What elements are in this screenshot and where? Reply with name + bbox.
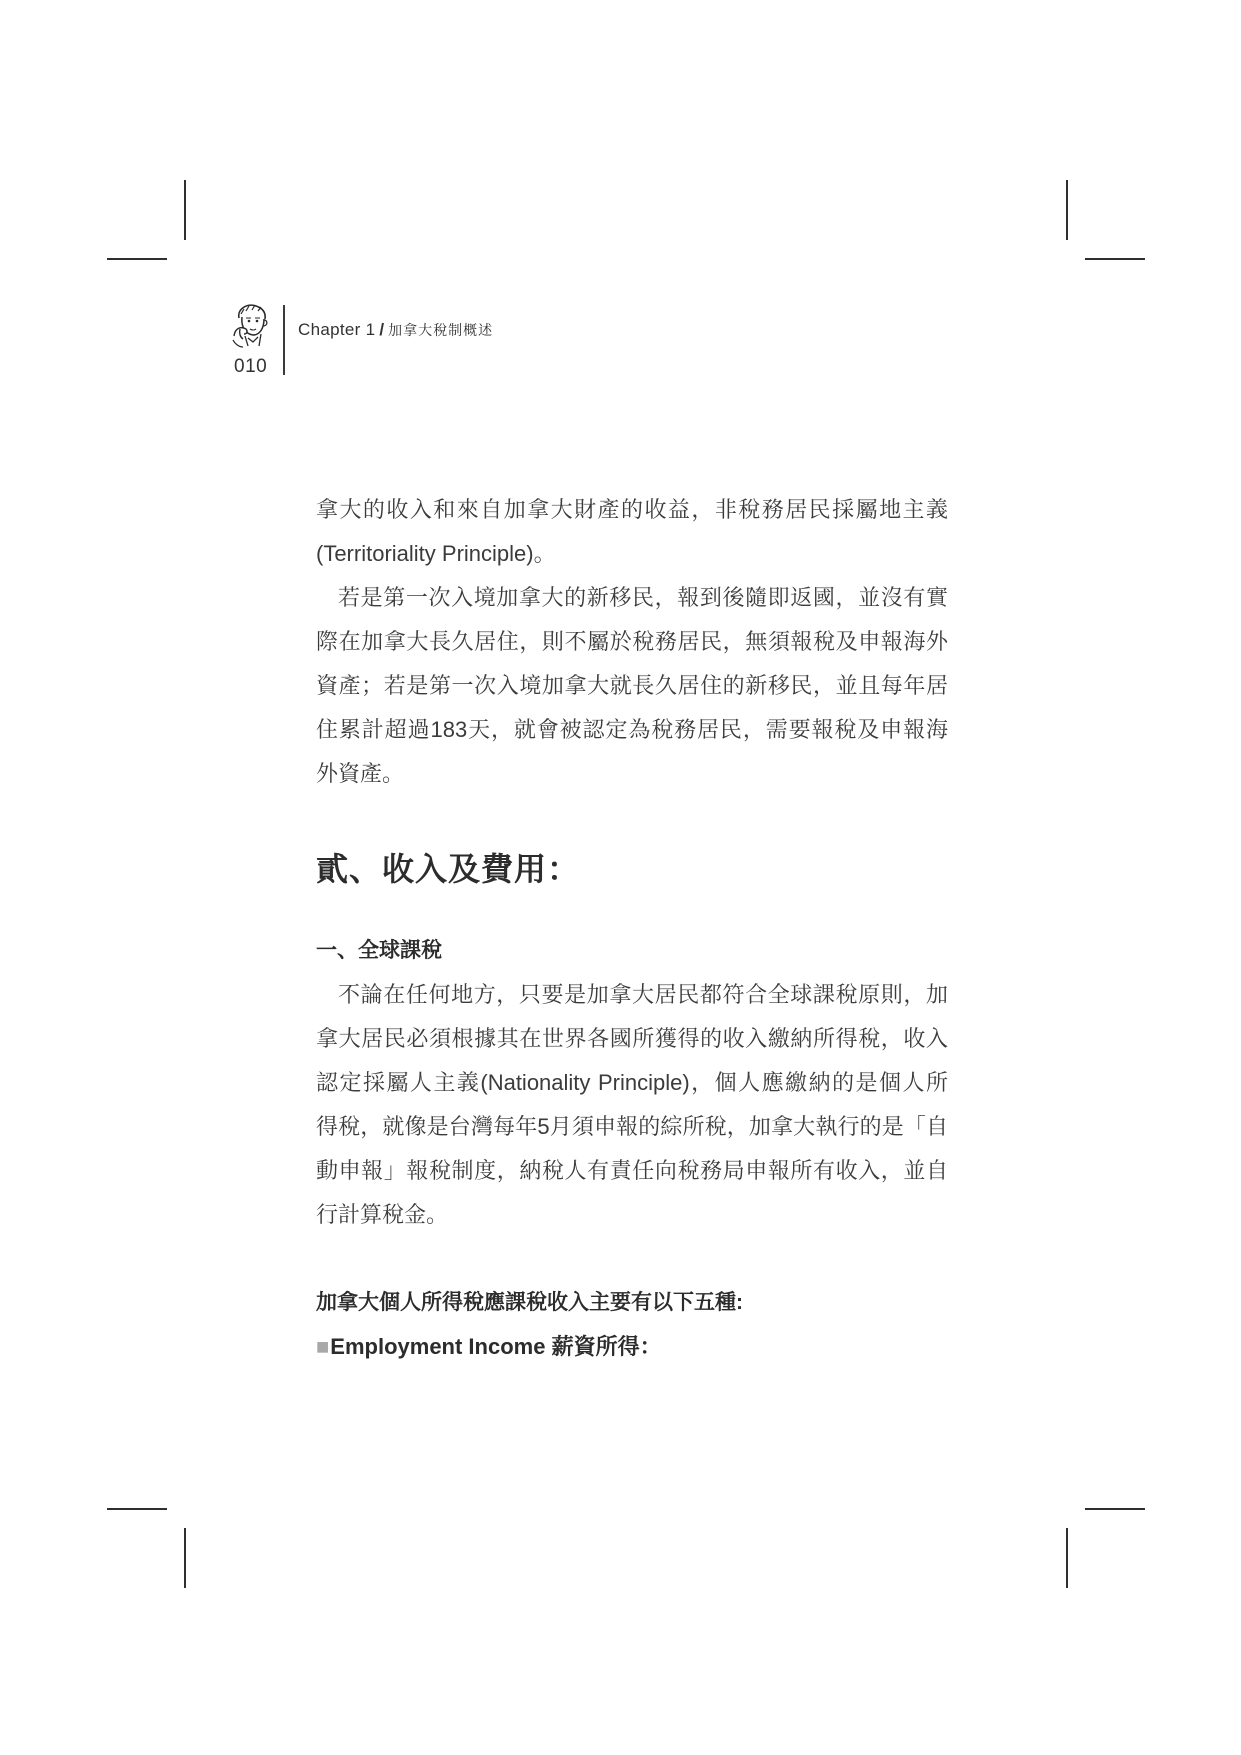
body-line: 拿大的收入和來自加拿大財產的收益，非稅務居民採屬地主義 [316,497,948,522]
crop-mark-top-left-vertical [184,180,186,240]
residency-text-block [316,488,948,796]
crop-mark-bottom-left-horizontal [107,1508,167,1510]
header-divider [283,305,285,375]
body-line: 行計算稅金。 [316,1202,449,1227]
subsection-heading: 一、全球課稅 [316,939,442,962]
crop-mark-bottom-right-horizontal [1085,1508,1145,1510]
crop-mark-bottom-left-vertical [184,1528,186,1588]
income-list-intro: 加拿大個人所得稅應課稅收入主要有以下五種: [316,1291,743,1314]
income-list-item [316,1332,662,1362]
crop-mark-bottom-right-vertical [1066,1528,1068,1588]
section-heading: 貳、收入及費用： [316,851,581,887]
chapter-label: Chapter 1 [298,320,376,339]
author-caricature-icon [229,302,273,348]
running-header [298,318,493,342]
page-number: 010 [234,356,268,377]
income-item-label: Employment Income 薪資所得： [330,1334,662,1359]
global-tax-text-block [316,973,948,1237]
body-line: 認定採屬人主義(Nationality Principle)，個人應繳納的是個人所 [316,1070,948,1095]
chapter-title: 加拿大稅制概述 [388,322,494,338]
body-line: 若是第一次入境加拿大的新移民，報到後隨即返國，並沒有實 [338,585,948,610]
body-line: 資產；若是第一次入境加拿大就長久居住的新移民，並且每年居 [316,673,948,698]
body-line: 外資產。 [316,761,405,786]
body-line: (Territoriality Principle)。 [316,541,556,566]
body-line: 動申報」報稅制度，納稅人有責任向稅務局申報所有收入，並自 [316,1158,948,1183]
square-bullet-icon: ■ [316,1334,330,1359]
body-line: 拿大居民必須根據其在世界各國所獲得的收入繳納所得稅，收入 [316,1026,948,1051]
crop-mark-top-right-horizontal [1085,258,1145,260]
body-line: 得稅，就像是台灣每年5月須申報的綜所稅，加拿大執行的是「自 [316,1114,948,1139]
body-line: 住累計超過183天，就會被認定為稅務居民，需要報稅及申報海 [316,717,948,742]
header-separator: / [379,320,385,339]
crop-mark-top-left-horizontal [107,258,167,260]
body-line: 際在加拿大長久居住，則不屬於稅務居民，無須報稅及申報海外 [316,629,948,654]
crop-mark-top-right-vertical [1066,180,1068,240]
body-line: 不論在任何地方，只要是加拿大居民都符合全球課稅原則，加 [338,982,948,1007]
